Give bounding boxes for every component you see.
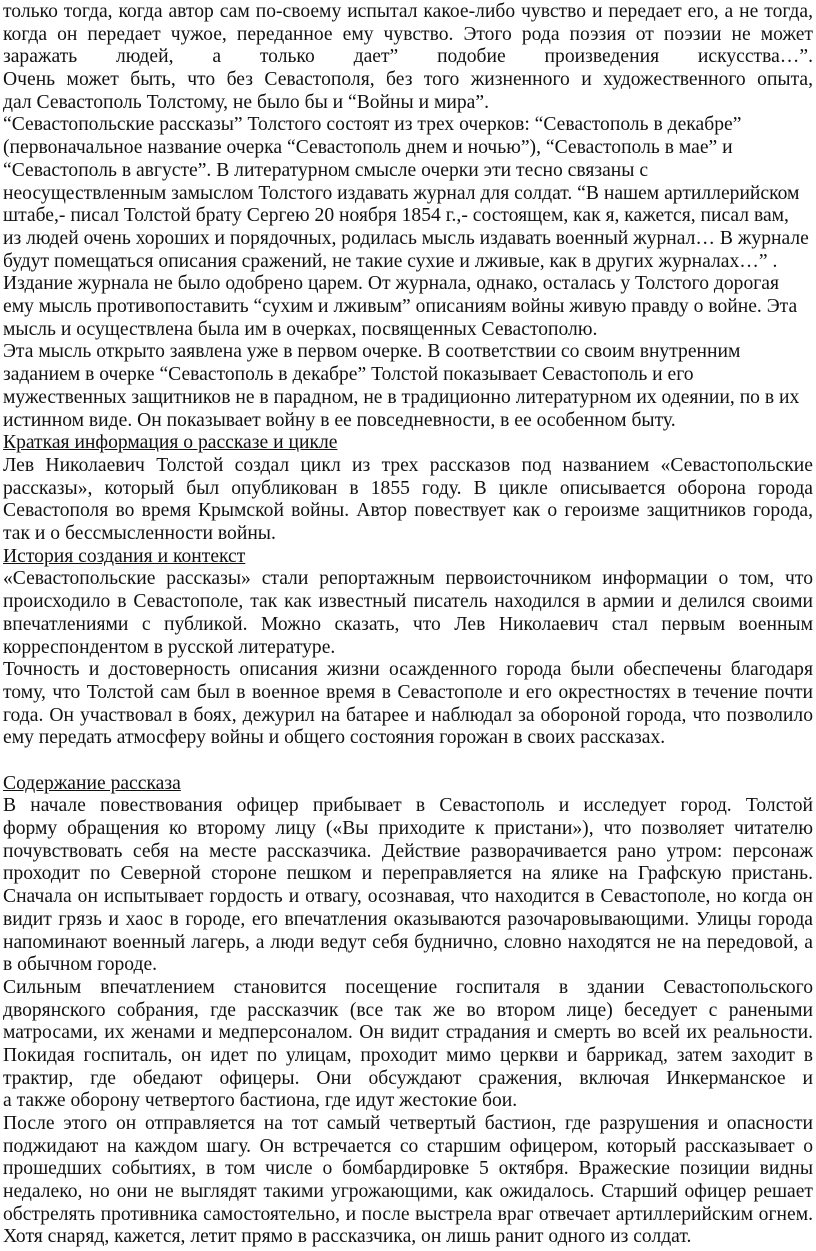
text-line: Хотя снаряд, кажется, летит прямо в рассказчика, он лишь ранит одного из солдат. [3, 1226, 692, 1248]
text-line: Сильным впечатлением становится посещение госпиталя в здании Севастопольского [3, 976, 813, 998]
paragraph [3, 341, 813, 432]
paragraph [3, 977, 813, 1113]
text-line: истинном виде. Он показывает войну в ее повседневности, в ее особенном быту. [3, 409, 676, 431]
text-line: После этого он отправляется на тот самый четвертый бастион, где разрушения и опасности [3, 1113, 813, 1135]
text-line: Севастополя во время Крымской войны. Автор повествует как о героизме защитников города, [3, 500, 813, 522]
text-line: заданием в очерке “Севастополь в декабре” Толстой показывает Севастополь и его [3, 364, 694, 386]
text-line: Сначала он испытывает гордость и отвагу, осознавая, что находится в Севастополе, но когда он [3, 886, 813, 908]
paragraph [3, 455, 813, 546]
text-line: обстрелять противника самостоятельно, и после выстрела враг отвечает артиллерийским огнем. [3, 1203, 813, 1225]
text-line: дал Севастополь Толстому, не было бы и “Войны и мира”. [3, 91, 489, 113]
text-line: из людей очень хороших и порядочных, родилась мысль издавать военный журнал… В журнале [3, 227, 809, 249]
paragraph [3, 659, 813, 750]
text-line: «Севастопольские рассказы» стали репортажным первоисточником информации о том, что [3, 568, 813, 590]
text-line: поджидают на каждом шагу. Он встречается со старшим офицером, который рассказывает о [3, 1135, 813, 1157]
text-line: а также оборону четвертого бастиона, где идут жестокие бои. [3, 1090, 518, 1112]
text-line: корреспондентом в русской литературе. [3, 636, 336, 658]
text-line: когда он передает чужое, переданное ему чувство. Этого рода поэзия от поэзии не может [3, 23, 813, 45]
text-line: происходило в Севастополе, так как известный писатель находился в армии и делился своими [3, 591, 813, 613]
paragraph [3, 1, 813, 114]
text-line: ему передать атмосферу войны и общего состояния горожан в своих рассказах. [3, 727, 666, 749]
section-heading: Содержание рассказа [3, 772, 181, 794]
text-line: Издание журнала не было одобрено царем. От журнала, однако, осталась у Толстого дорогая [3, 273, 780, 295]
text-line: тому, что Толстой сам был в военное время в Севастополе и его окрестностях в течение почти [3, 681, 813, 703]
text-line: Лев Николаевич Толстой создал цикл из трех рассказов под названием «Севастопольские [3, 455, 813, 476]
text-line: форму обращения ко второму лицу («Вы приходите к пристани»), что позволяет читателю [3, 818, 813, 840]
text-line: в обычном городе. [3, 954, 158, 976]
text-line: “Севастополь в августе”. В литературном смысле очерки эти тесно связаны с [3, 159, 649, 181]
text-line: видит грязь и хаос в городе, его впечатления оказываются разочаровывающими. Улицы города [3, 908, 813, 930]
text-line: Эта мысль открыто заявлена уже в первом очерке. В соответствии со своим внутренним [3, 341, 741, 363]
text-line: заражать людей, а только дает” подобие произведения искусства…”. [3, 46, 813, 68]
blank-line [3, 750, 813, 773]
paragraph [3, 795, 813, 977]
text-line: года. Он участвовал в боях, дежурил на батарее и наблюдал за обороной города, что позволило [3, 704, 813, 726]
paragraph [3, 1113, 813, 1249]
text-line: Точность и достоверность описания жизни осажденного города были обеспечены благодаря [3, 659, 813, 681]
paragraph [3, 568, 813, 659]
text-line: неосуществленным замыслом Толстого издавать журнал для солдат. “В нашем артиллерийском [3, 182, 800, 204]
text-line: ему мысль противопоставить “сухим и лживым” описаниям войны живую правду о войне. Эта [3, 296, 798, 318]
text-line: мысль и осуществлена была им в очерках, посвященных Севастополю. [3, 318, 598, 340]
text-line: (первоначальное название очерка “Севастополь днем и ночью”), “Севастополь в мае” и [3, 137, 733, 159]
text-line: штабе,- писал Толстой брату Сергею 20 ноября 1854 г.,- состоящем, как я, кажется, писал вам, [3, 205, 789, 227]
text-line: дворянского собрания, где рассказчик (все так же во втором лице) беседует с ранеными [3, 999, 813, 1021]
text-line: матросами, их женами и медперсоналом. Он видит страдания и смерть во всей их реальности. [3, 1022, 813, 1044]
paragraph [3, 114, 813, 341]
text-line: Покидая госпиталь, он идет по улицам, проходит мимо церкви и баррикад, затем заходит в [3, 1044, 813, 1066]
text-line: “Севастопольские рассказы” Толстого состоят из трех очерков: “Севастополь в декабре” [3, 114, 742, 136]
text-line: Очень может быть, что без Севастополя, без того жизненного и художественного опыта, [3, 69, 813, 91]
text-line: прошедших событиях, в том числе о бомбардировке 5 октября. Вражеские позиции видны [3, 1158, 813, 1180]
text-line: рассказы», который был опубликован в 1855 году. В цикле описывается оборона города [3, 477, 813, 499]
text-line: впечатлениями с публикой. Можно сказать, что Лев Николаевич стал первым военным [3, 613, 813, 635]
text-line: мужественных защитников не в парадном, не в традиционно литературном их одеянии, по в их [3, 386, 800, 408]
text-line: трактир, где обедают офицеры. Они обсуждают сражения, включая Инкерманское и [3, 1067, 813, 1089]
text-line: В начале повествования офицер прибывает в Севастополь и исследует город. Толстой [3, 795, 813, 817]
text-line: только тогда, когда автор сам по-своему испытал какое-либо чувство и передает его, а не тогда, [3, 1, 813, 22]
text-line: почувствовать себя на месте рассказчика. Действие разворачивается рано утром: персонаж [3, 840, 813, 862]
text-line: так и о бессмысленности войны. [3, 523, 276, 545]
text-line: напоминают военный лагерь, а люди ведут себя буднично, словно находятся не на передовой, а [3, 931, 813, 953]
section-heading: Краткая информация о рассказе и цикле [3, 432, 338, 454]
text-line: недалеко, но они не выглядят такими угрожающими, как ожидалось. Старший офицер решает [3, 1181, 813, 1203]
text-line: проходит по Северной стороне пешком и переправляется на ялике на Графскую пристань. [3, 863, 813, 885]
text-line: будут помещаться описания сражений, не такие сухие и лживые, как в других журналах…” . [3, 250, 778, 272]
section-heading: История создания и контекст [3, 545, 246, 567]
